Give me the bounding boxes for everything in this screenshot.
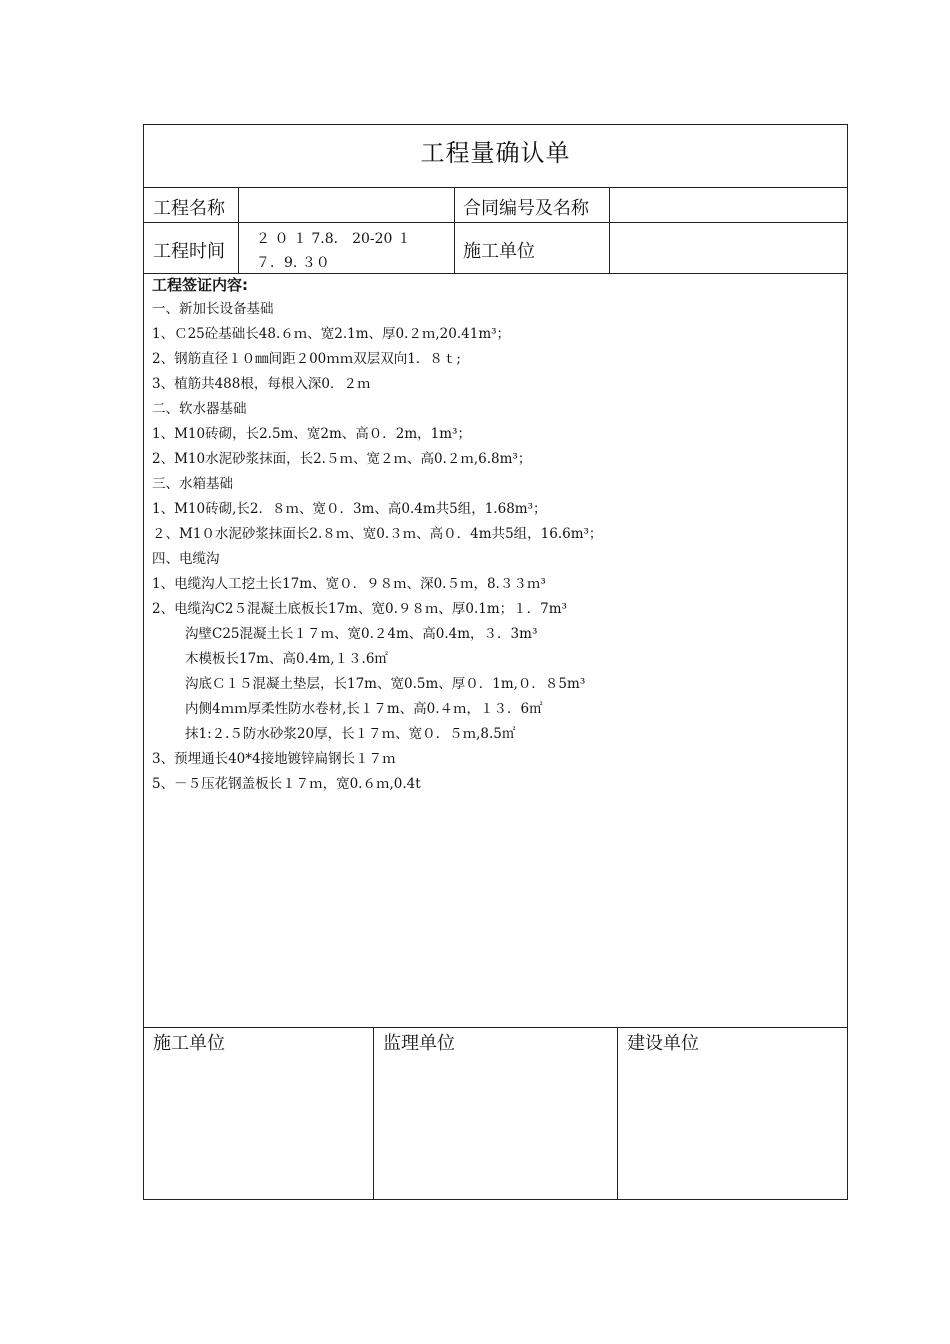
- column-divider: [617, 1027, 618, 1200]
- content-line: 四、电缆沟: [152, 551, 220, 567]
- column-divider: [454, 187, 455, 273]
- signature-supervisor-label: 监理单位: [383, 1033, 455, 1054]
- content-line: ２、M1０水泥砂浆抹面长2.８ｍ、宽0.３ｍ、高０．4m共5组，16.6m³；: [152, 526, 603, 542]
- content-line: 一、新加长设备基础: [152, 301, 274, 317]
- content-heading: 工程签证内容:: [152, 276, 248, 294]
- content-line: 2、钢筋直径１０㎜间距２00ｍｍ双层双向1．８ｔ;: [152, 351, 461, 367]
- project-time-value-line2: ７．9. ３０: [256, 255, 330, 271]
- signature-owner-label: 建设单位: [627, 1033, 699, 1054]
- content-line: 木模板长17m、高0.4m,１３.6㎡: [185, 651, 388, 667]
- content-line: 三、水箱基础: [152, 476, 233, 492]
- quantity-confirmation-form: [143, 124, 848, 1200]
- project-time-label: 工程时间: [153, 241, 225, 262]
- visa-content: [152, 273, 839, 797]
- row-divider: [144, 1027, 847, 1028]
- project-time-value-line1: ２ ０ １ 7.8． 20-20 １: [256, 231, 411, 247]
- content-line: 3、植筋共488根，每根入深0．２ｍ: [152, 376, 371, 392]
- form-title: 工程量确认单: [420, 139, 571, 167]
- content-line: 1、M10砖砌，长2.5m、宽2m、高０．2m，1m³；: [152, 426, 471, 442]
- content-lines: [152, 297, 839, 797]
- row-divider: [144, 187, 847, 188]
- signature-contractor-label: 施工单位: [153, 1033, 225, 1054]
- column-divider: [373, 1027, 374, 1200]
- content-line: 1、M10砖砌,长2．８ｍ、宽０．3m、高0.4m共5组，1.68m³；: [152, 501, 547, 517]
- project-name-label: 工程名称: [153, 198, 225, 219]
- content-line: 1、Ｃ25砼基础长48.６ｍ、宽2.1m、厚0.２ｍ,20.41m³；: [152, 326, 511, 342]
- content-line: 抹1:２.５防水砂浆20厚，长１７ｍ、宽０．５ｍ,8.5㎡: [185, 726, 516, 742]
- content-line: 二、软水器基础: [152, 401, 247, 417]
- content-line: 沟壁C25混凝土长１７ｍ、宽0.２4m、高0.4m，３．3m³: [185, 626, 538, 642]
- content-line: 5、－５压花钢盖板长１７ｍ，宽0.６ｍ,0.4t: [152, 776, 421, 792]
- column-divider: [609, 187, 610, 273]
- contractor-label: 施工单位: [463, 241, 535, 262]
- content-line: 沟底Ｃ１５混凝土垫层，长17m、宽0.5m、厚０．1m,０．８5m³: [185, 676, 586, 692]
- column-divider: [238, 187, 239, 273]
- content-line: 3、预埋通长40*4接地镀锌扁钢长１７ｍ: [152, 751, 396, 767]
- content-line: 内侧4ｍｍ厚柔性防水卷材,长１７m、高0.４ｍ，１３．6㎡: [185, 701, 543, 717]
- contract-label: 合同编号及名称: [463, 198, 589, 219]
- content-line: 2、M10水泥砂浆抹面，长2.５ｍ、宽２ｍ、高0.２ｍ,6.8m³；: [152, 451, 532, 467]
- content-line: 2、电缆沟C2５混凝土底板长17m、宽0.９８ｍ、厚0.1m；１．7m³: [152, 601, 567, 617]
- content-line: 1、电缆沟人工挖土长17m、宽０．９８ｍ、深0.５ｍ，8.３３ｍ³: [152, 576, 546, 592]
- row-divider: [144, 222, 847, 223]
